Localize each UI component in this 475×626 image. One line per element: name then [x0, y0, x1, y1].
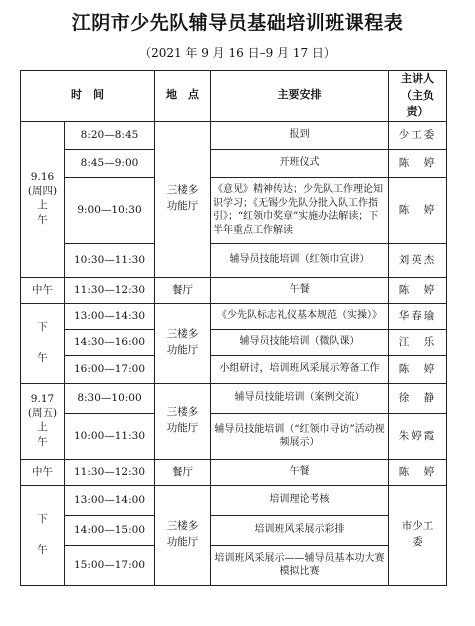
header-location: 地 点	[155, 71, 211, 122]
header-time: 时 间	[21, 71, 155, 122]
table-row	[21, 149, 447, 177]
time-cell: 10:00—11:30	[65, 413, 155, 459]
page-title: 江阴市少先队辅导员基础培训班课程表	[71, 12, 404, 34]
schedule-table	[20, 70, 447, 586]
speaker-cell: 陈 婷	[389, 177, 447, 243]
content-cell: 《意见》精神传达；少先队工作理论知识学习；《无锡少先队分批入队工作指引》；“红领巾奖章”实施办法解读；下半年重点工作解读	[211, 177, 389, 243]
content-cell: 培训班风采展示——辅导员基本功大赛模拟比赛	[211, 545, 389, 585]
table-row	[21, 329, 447, 355]
table-row	[21, 303, 447, 329]
content-cell: 开班仪式	[211, 149, 389, 177]
time-cell: 14:00—15:00	[65, 515, 155, 545]
noon-label: 中午	[21, 459, 65, 485]
table-row	[21, 177, 447, 243]
time-cell: 8:30—10:00	[65, 383, 155, 413]
speaker-cell: 徐 静	[389, 383, 447, 413]
time-cell: 15:00—17:00	[65, 545, 155, 585]
header-row	[21, 71, 447, 122]
content-cell: 报到	[211, 121, 389, 149]
location-cell: 三楼多功能厅	[155, 303, 211, 383]
location-cell: 餐厅	[155, 459, 211, 485]
content-cell: 小组研讨，培训班风采展示筹备工作	[211, 355, 389, 383]
speaker-cell: 朱婷霞	[389, 413, 447, 459]
speaker-cell: 陈 婷	[389, 459, 447, 485]
day2-label: 9.17 (周五) 上 午	[21, 383, 65, 459]
table-row	[21, 243, 447, 277]
afternoon-label: 下 午	[21, 485, 65, 585]
location-cell: 三楼多功能厅	[155, 121, 211, 277]
content-cell: 辅导员技能培训（红领巾宣讲）	[211, 243, 389, 277]
header-speaker: 主讲人（主负责）	[389, 71, 447, 122]
table-row	[21, 277, 447, 303]
content-cell: 午餐	[211, 459, 389, 485]
time-cell: 11:30—12:30	[65, 459, 155, 485]
time-cell: 8:20—8:45	[65, 121, 155, 149]
speaker-cell: 华春瑜	[389, 303, 447, 329]
content-cell: 辅导员技能培训（微队课）	[211, 329, 389, 355]
speaker-cell: 少工委	[389, 121, 447, 149]
speaker-cell: 市少工委	[389, 485, 447, 585]
day1-label: 9.16 (周四) 上 午	[21, 121, 65, 277]
speaker-cell: 陈 婷	[389, 355, 447, 383]
speaker-cell: 江 乐	[389, 329, 447, 355]
table-row	[21, 121, 447, 149]
table-row	[21, 413, 447, 459]
content-cell: 培训班风采展示彩排	[211, 515, 389, 545]
time-cell: 9:00—10:30	[65, 177, 155, 243]
speaker-cell: 刘英杰	[389, 243, 447, 277]
content-cell: 辅导员技能培训（“红领巾寻访”活动视频展示）	[211, 413, 389, 459]
table-row	[21, 545, 447, 585]
header-content: 主要安排	[211, 71, 389, 122]
table-row	[21, 485, 447, 515]
table-row	[21, 459, 447, 485]
speaker-cell: 陈 婷	[389, 149, 447, 177]
table-row	[21, 355, 447, 383]
page-subtitle: （2021 年 9 月 16 日–9 月 17 日）	[139, 46, 336, 60]
time-cell: 11:30—12:30	[65, 277, 155, 303]
content-cell: 《少先队标志礼仪基本规范（实操）》	[211, 303, 389, 329]
content-cell: 辅导员技能培训（案例交流）	[211, 383, 389, 413]
location-cell: 餐厅	[155, 277, 211, 303]
table-row	[21, 383, 447, 413]
content-cell: 午餐	[211, 277, 389, 303]
speaker-cell: 陈 婷	[389, 277, 447, 303]
location-cell: 三楼多功能厅	[155, 485, 211, 585]
time-cell: 13:00—14:00	[65, 485, 155, 515]
time-cell: 14:30—16:00	[65, 329, 155, 355]
time-cell: 13:00—14:30	[65, 303, 155, 329]
time-cell: 10:30—11:30	[65, 243, 155, 277]
afternoon-label: 下 午	[21, 303, 65, 383]
time-cell: 8:45—9:00	[65, 149, 155, 177]
table-row	[21, 515, 447, 545]
location-cell: 三楼多功能厅	[155, 383, 211, 459]
time-cell: 16:00—17:00	[65, 355, 155, 383]
noon-label: 中午	[21, 277, 65, 303]
content-cell: 培训理论考核	[211, 485, 389, 515]
